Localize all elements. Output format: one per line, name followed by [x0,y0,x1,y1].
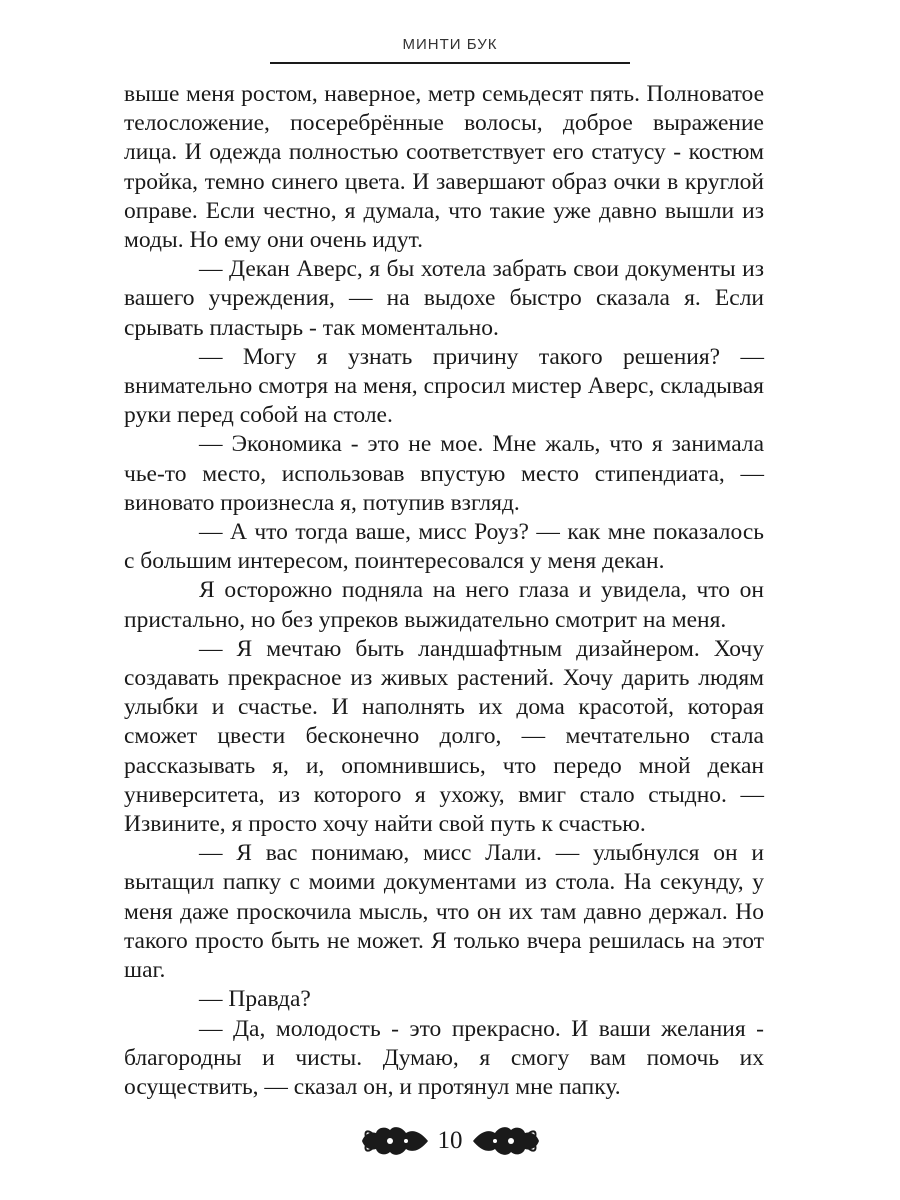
paragraph: — А что тогда ваше, мисс Роуз? — как мне показалось с большим интересом, поинтересовался у меня декан. [124,519,764,575]
paragraph: Я осторожно подняла на него глаза и увидела, что он пристально, но без упреков выжидательно смотрит на меня. [124,577,764,633]
floral-ornament-icon [471,1121,541,1161]
paragraph: — Правда? [199,986,311,1013]
paragraph: — Я вас понимаю, мисс Лали. — улыбнулся он и вытащил папку с моими документами из стола. На секунду, у меня даже проскочила мысль, что он их там давно держал. Но такого просто быть не может. Я только вчера решилась на этот шаг. [124,840,764,984]
body-text [124,80,764,1102]
paragraph: — Декан Аверс, я бы хотела забрать свои документы из вашего учреждения, — на выдохе быстро сказала я. Если срывать пластырь - так моментально. [124,256,764,341]
paragraph: — Да, молодость - это прекрасно. И ваши желания - благородны и чисты. Думаю, я смогу вам помочь их осуществить, — сказал он, и протянул мне папку. [124,1015,764,1100]
floral-ornament-icon [360,1121,430,1161]
page-number: 10 [437,1127,463,1154]
paragraph: выше меня ростом, наверное, метр семьдесят пять. Полноватое телосложение, посеребрённые волосы, доброе выражение лица. И одежда полностью соответствует его статусу - костюм тройка, темно синего цвета. И завершают образ очки в круглой оправе. Если честно, я думала, что такие уже давно вышли из моды. Но ему они очень идут. [124,81,764,254]
header-rule [270,62,630,64]
page-header [270,34,630,64]
page-footer [0,1116,900,1166]
paragraph: — Я мечтаю быть ландшафтным дизайнером. Хочу создавать прекрасное из живых растений. Хочу дарить людям улыбки и счастье. И наполнять их дома красотой, которая сможет цвести бесконечно долго, — мечтательно стала рассказывать я, и, опомнившись, что передо мной декан университета, из которого я ухожу, вмиг стало стыдно. — Извините, я просто хочу найти свой путь к счастью. [124,635,764,838]
paragraph: — Могу я узнать причину такого решения? — внимательно смотря на меня, спросил мистер Аверс, складывая руки перед собой на столе. [124,343,764,429]
paragraph: — Экономика - это не мое. Мне жаль, что я занимала чье-то место, использовав впустую место стипендиата, — виновато произнесла я, потупив взгляд. [124,431,764,516]
running-head: МИНТИ БУК [402,36,498,53]
